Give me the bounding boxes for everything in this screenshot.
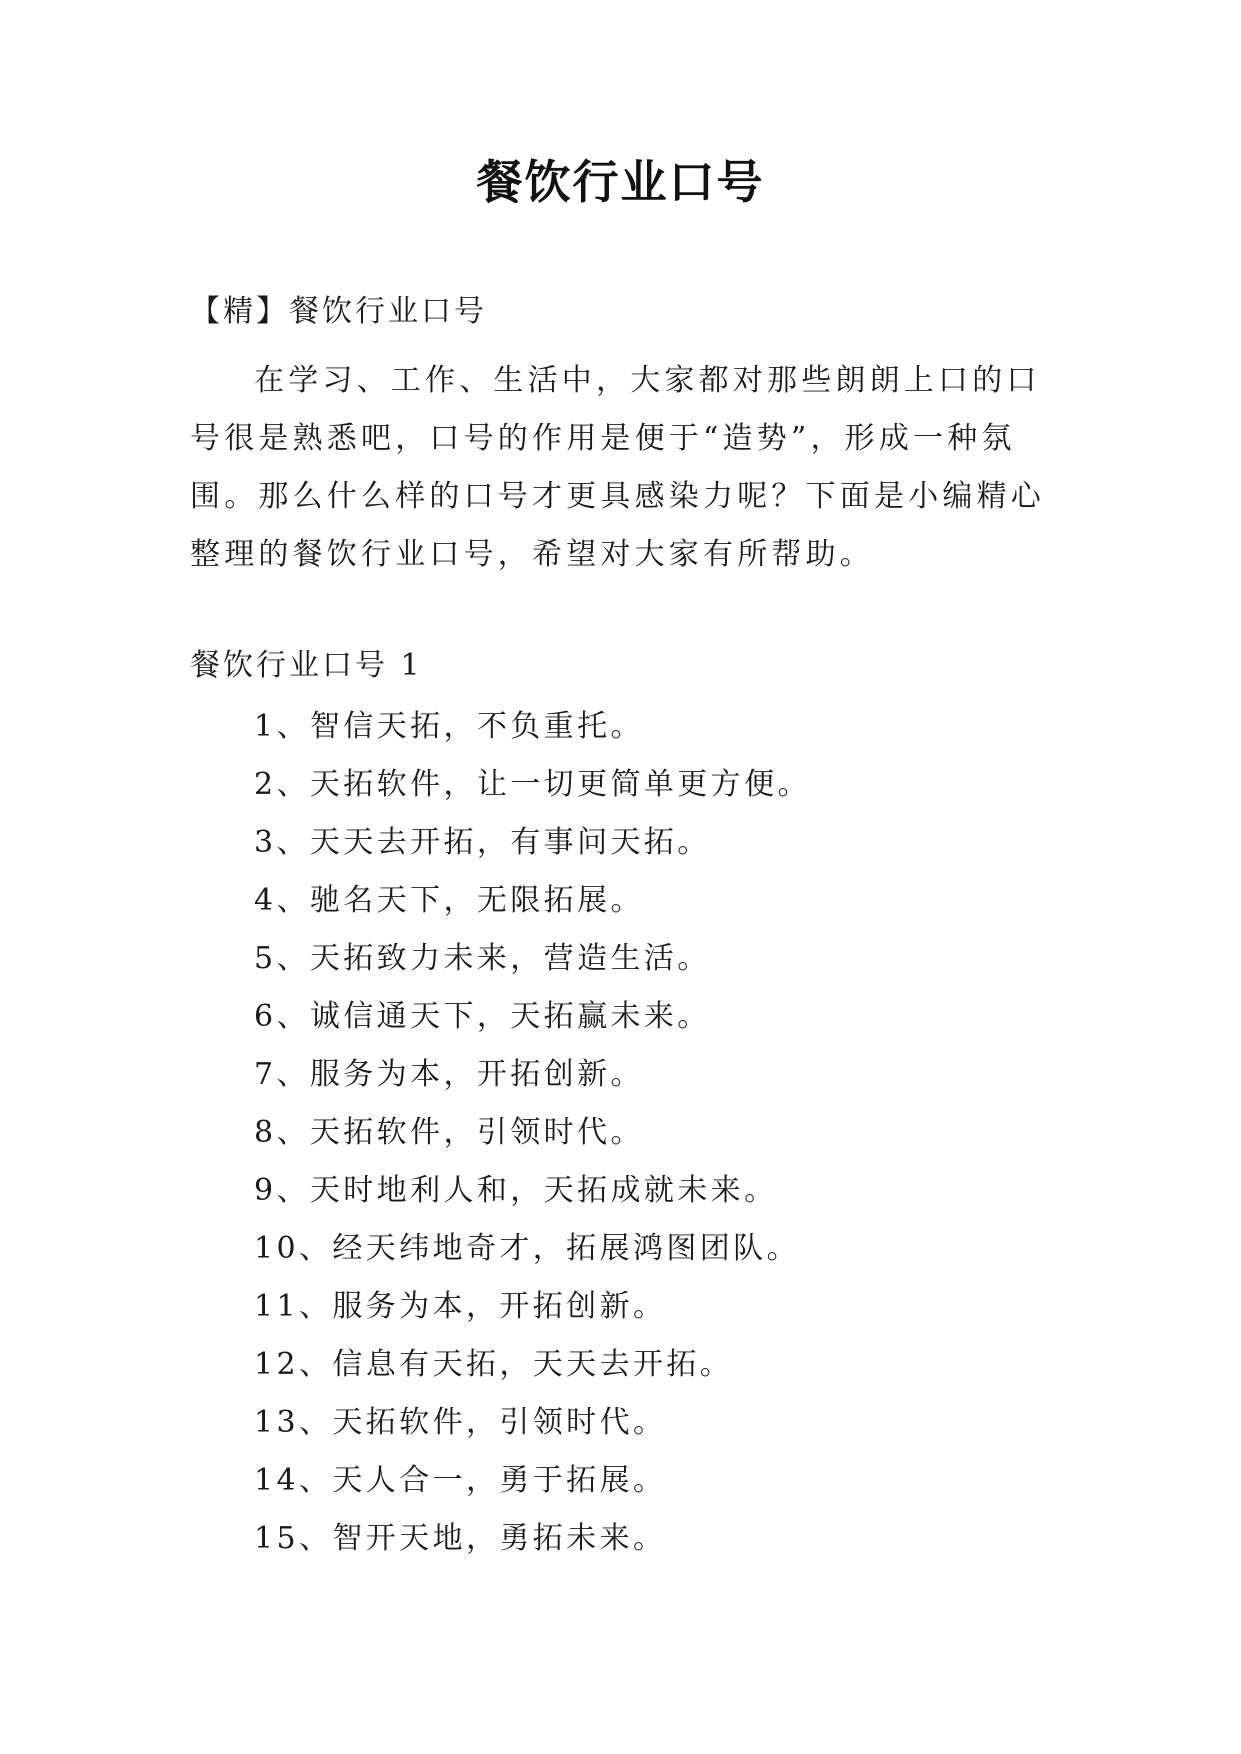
- list-item: 2、天拓软件，让一切更简单更方便。: [254, 767, 811, 802]
- list-item: 8、天拓软件，引领时代。: [254, 1115, 644, 1150]
- list-item: 4、驰名天下，无限拓展。: [254, 883, 644, 918]
- document-title: 餐饮行业口号: [476, 155, 765, 209]
- list-item: 11、服务为本，开拓创新。: [254, 1289, 667, 1324]
- list-item: 10、经天纬地奇才，拓展鸿图团队。: [254, 1231, 800, 1266]
- list-item: 13、天拓软件，引领时代。: [254, 1405, 667, 1440]
- list-item: 5、天拓致力未来，营造生活。: [254, 941, 711, 976]
- intro-heading: 【精】餐饮行业口号: [190, 294, 487, 329]
- list-item: 9、天时地利人和，天拓成就未来。: [254, 1173, 778, 1208]
- list-item: 6、诚信通天下，天拓赢未来。: [254, 999, 711, 1034]
- slogan-list: [254, 698, 811, 1568]
- list-item: 3、天天去开拓，有事问天拓。: [254, 825, 711, 860]
- list-item: 1、智信天拓，不负重托。: [254, 709, 644, 744]
- list-item: 12、信息有天拓，天天去开拓。: [254, 1347, 734, 1382]
- list-item: 7、服务为本，开拓创新。: [254, 1057, 644, 1092]
- list-item: 14、天人合一，勇于拓展。: [254, 1463, 667, 1498]
- intro-paragraph: 在学习、工作、生活中，大家都对那些朗朗上口的口号很是熟悉吧，口号的作用是便于“造势”，形成一种氛围。那么什么样的口号才更具感染力呢？下面是小编精心整理的餐饮行业口号，希望对大家有所帮助。: [190, 363, 1045, 572]
- section-heading: 餐饮行业口号 1: [190, 648, 423, 683]
- list-item: 15、智开天地，勇拓未来。: [254, 1521, 667, 1556]
